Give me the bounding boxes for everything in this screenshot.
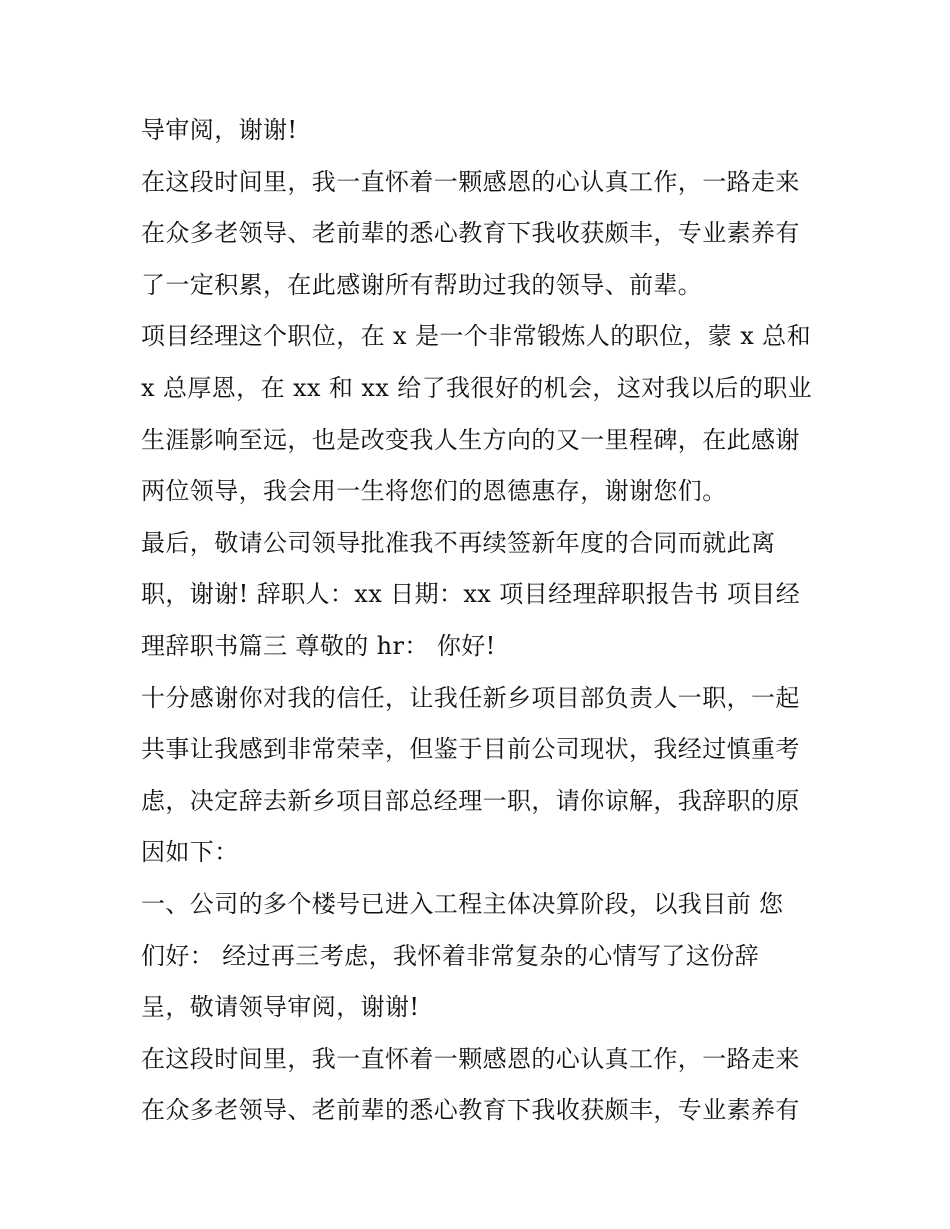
text-line: 在这段时间里，我一直怀着一颗感恩的心认真工作，一路走来 [141, 1044, 800, 1073]
text-line: 了一定积累，在此感谢所有帮助过我的领导、前辈。 [141, 270, 703, 299]
text-line: 因如下： [141, 838, 239, 867]
text-line: 在众多老领导、老前辈的悉心教育下我收获颇丰，专业素养有 [141, 219, 800, 248]
text-line: 在众多老领导、老前辈的悉心教育下我收获颇丰，专业素养有 [141, 1096, 800, 1125]
document-body [141, 105, 821, 1137]
text-line: 呈，敬请领导审阅，谢谢! [141, 993, 420, 1022]
text-line: 最后，敬请公司领导批准我不再续签新年度的合同而就此离 [141, 528, 776, 557]
text-line: 一、公司的多个楼号已进入工程主体决算阶段，以我目前 您 [141, 889, 784, 918]
text-line: 理辞职书篇三 尊敬的 hr： 你好! [141, 631, 496, 660]
text-line: 虑，决定辞去新乡项目部总经理一职，请你谅解，我辞职的原 [141, 786, 800, 815]
text-line: 十分感谢你对我的信任，让我任新乡项目部负责人一职，一起 [141, 683, 800, 712]
text-line: x 总厚恩，在 xx 和 xx 给了我很好的机会，这对我以后的职业 [141, 373, 813, 402]
text-line: 生涯影响至远，也是改变我人生方向的又一里程碑，在此感谢 [141, 425, 800, 454]
text-line: 两位领导，我会用一生将您们的恩德惠存，谢谢您们。 [141, 477, 727, 506]
text-line: 导审阅，谢谢! [141, 116, 298, 144]
text-line: 们好： 经过再三考虑，我怀着非常复杂的心情写了这份辞 [141, 941, 760, 970]
text-line: 项目经理这个职位，在 x 是一个非常锻炼人的职位，蒙 x 总和 [141, 322, 811, 351]
text-line: 职，谢谢! 辞职人：xx 日期：xx 项目经理辞职报告书 项目经 [141, 580, 801, 609]
text-line: 在这段时间里，我一直怀着一颗感恩的心认真工作，一路走来 [141, 167, 800, 196]
text-line: 共事让我感到非常荣幸，但鉴于目前公司现状，我经过慎重考 [141, 735, 800, 764]
